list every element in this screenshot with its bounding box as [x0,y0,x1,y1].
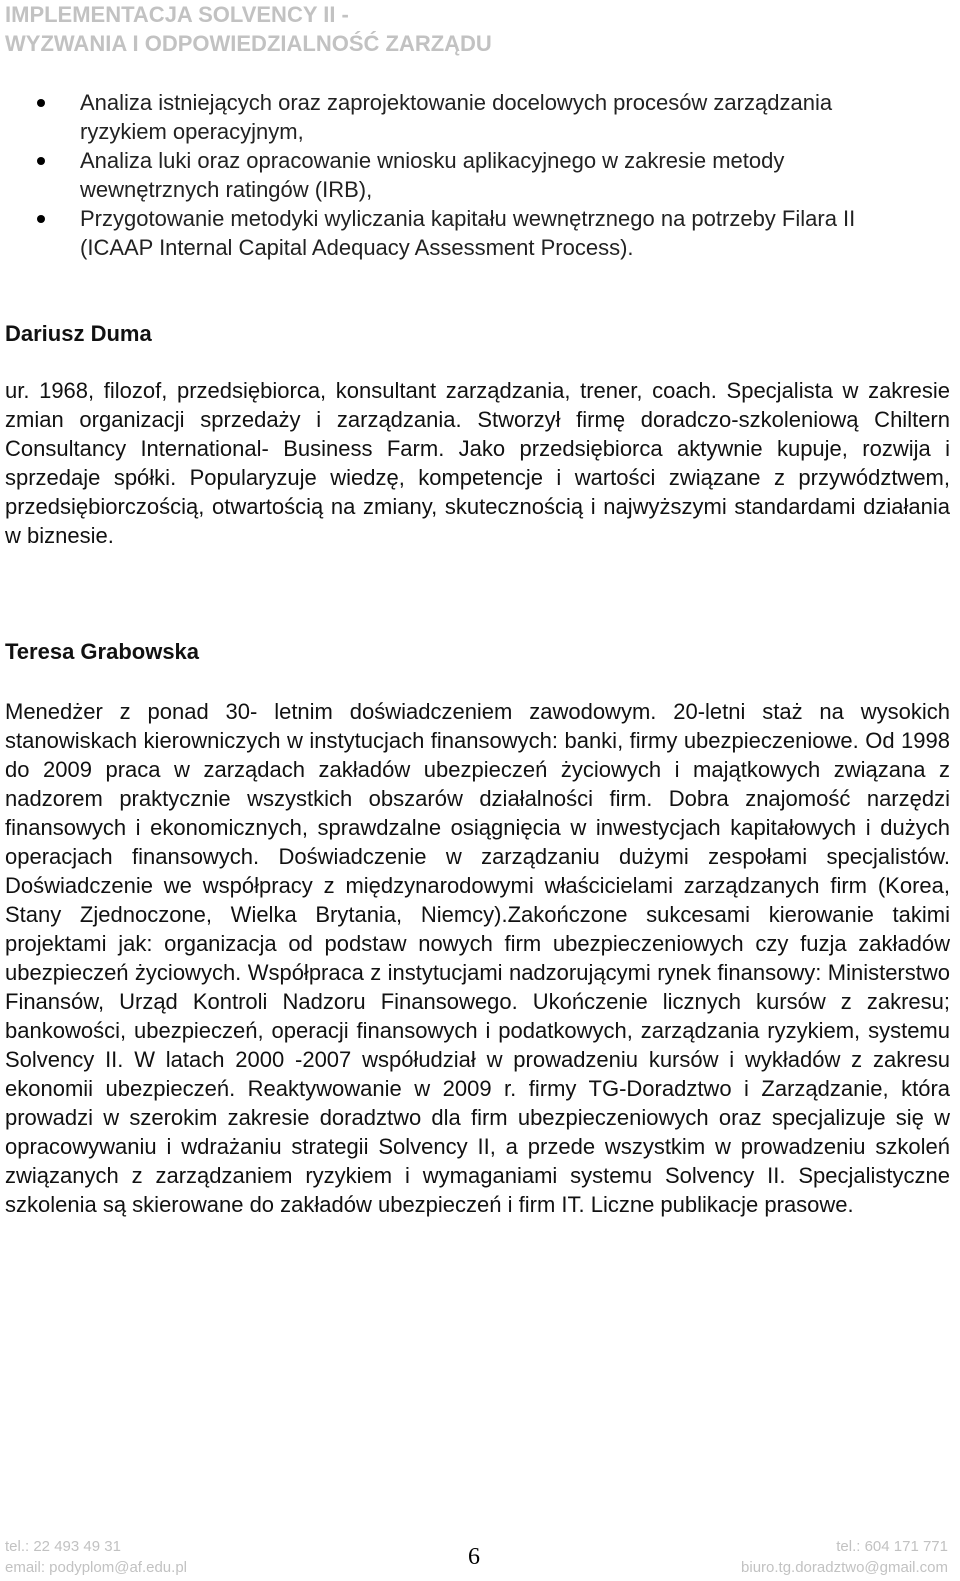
bullet-item [0,146,870,204]
footer-left-email: email: podyplom@af.edu.pl [5,1559,187,1576]
header-title-line-1: IMPLEMENTACJA SOLVENCY II - [5,2,349,27]
bullet-item-text: Analiza istniejących oraz zaprojektowanie docelowych procesów zarządzania ryzykiem operacyjnym, [80,90,833,144]
header-title-line-2: WYZWANIA I ODPOWIEDZIALNOŚĆ ZARZĄDU [5,31,492,56]
bullet-item-text: Analiza luki oraz opracowanie wniosku aplikacyjnego w zakresie metody wewnętrznych ratingów (IRB), [80,148,785,202]
bullet-item [0,204,870,262]
services-bullet-list [0,88,960,262]
footer-right-phone: tel.: 604 171 771 [836,1538,948,1555]
footer-right-email: biuro.tg.doradztwo@gmail.com [741,1559,948,1576]
bullet-item-text: Przygotowanie metodyki wyliczania kapitału wewnętrznego na potrzeby Filara II (ICAAP Internal Capital Adequacy Assessment Process). [80,206,856,260]
person-bio-paragraph: ur. 1968, filozof, przedsiębiorca, konsultant zarządzania, trener, coach. Specjalista w zakresie zmian organizacji sprzedaży i zarządzania. Stworzył firmę doradczo-szkoleniową Chiltern Consultancy International- Business Farm. Jako przedsiębiorca aktywnie kupuje, rozwija i sprzedaje spółki. Popularyzuje wiedzę, kompetencje i wartości związane z przywództwem, przedsiębiorczością, otwartością na zmiany, skutecznością i najwyższymi standardami działania w biznesie. [5,378,950,548]
document-header-title [5,0,705,58]
person-bio-paragraph: Menedżer z ponad 30- letnim doświadczeniem zawodowym. 20-letni staż na wysokich stanowiskach kierowniczych w instytucjach finansowych: banki, firmy ubezpieczeniowe. Od 1998 do 2009 praca w zarządach zakładów ubezpieczeń życiowych i majątkowych związana z nadzorem praktycznie wszystkich obszarów działalności firm. Dobra znajomość narzędzi finansowych i ekonomicznych, sprawdzalne osiągnięcia w inwestycjach kapitałowych i dużych operacjach finansowych. Doświadczenie w zarządzaniu dużymi zespołami specjalistów. Doświadczenie we współpracy z międzynarodowymi właścicielami zarządzanych firm (Korea, Stany Zjednoczone, Wielka Brytania, Niemcy).Zakończone sukcesami kierowanie takimi projektami jak: organizacja od podstaw nowych firm ubezpieczeniowych czy fuzja zakładów ubezpieczeń życiowych. Współpraca z instytucjami nadzorującymi rynek finansowy: Ministerstwo Finansów, Urząd Kontroli Nadzoru Finansowego. Ukończenie licznych kursów z zakresu; bankowości, ubezpieczeń, operacji finansowych i podatkowych, zarządzania ryzykiem, systemu Solvency II. W latach 2000 -2007 współudział w prowadzeniu kursów i wykładów z zakresu ekonomii ubezpieczeń. Reaktywowanie w 2009 r. firmy TG-Doradztwo i Zarządzanie, która prowadzi w szerokim zakresie doradztwo dla firm ubezpieczeniowych oraz specjalizuje się w opracowywaniu i wdrażaniu strategii Solvency II, a przede wszystkim w prowadzeniu szkoleń związanych z zarządzaniem ryzykiem i wymaganiami systemu Solvency II. Specjalistyczne szkolenia są skierowane do zakładów ubezpieczeń i firm IT. Liczne publikacje prasowe. [5,699,950,1217]
bullet-dot-icon [37,157,45,165]
page-number: 6 [468,1544,480,1570]
bullet-item [0,88,870,146]
footer-left-phone: tel.: 22 493 49 31 [5,1538,121,1555]
bullet-dot-icon [37,99,45,107]
person-name-heading: Teresa Grabowska [5,639,200,664]
bullet-dot-icon [37,215,45,223]
person-name-heading: Dariusz Duma [5,321,152,346]
